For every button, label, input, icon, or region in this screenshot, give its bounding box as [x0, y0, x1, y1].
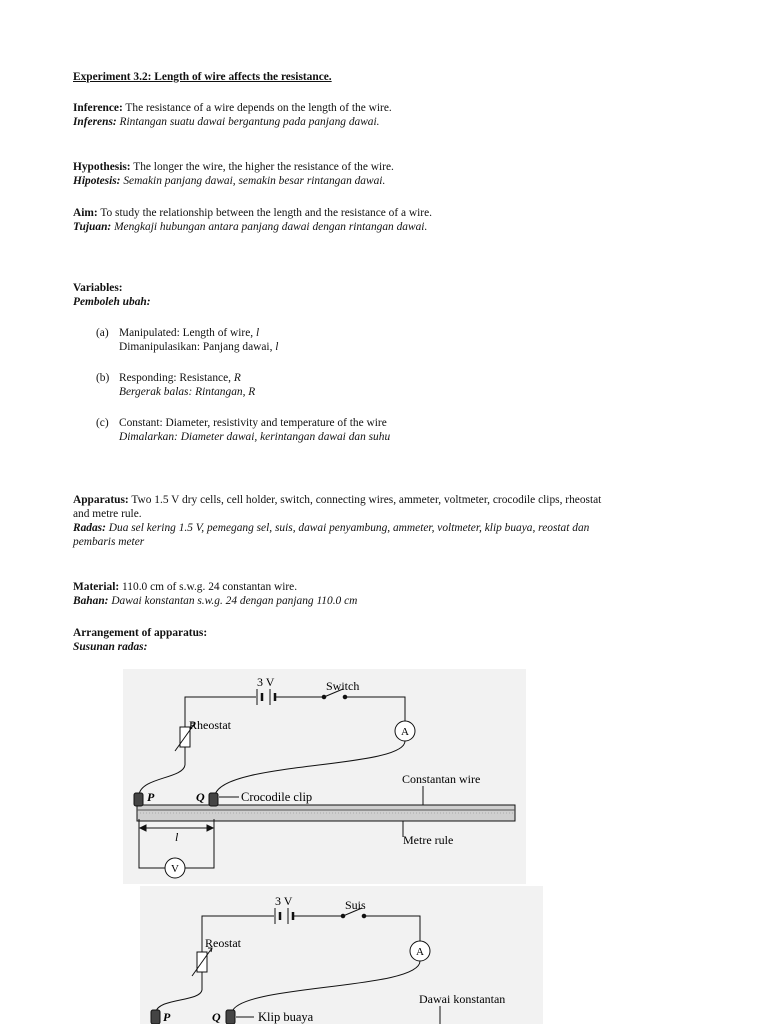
inference-ms [73, 115, 380, 129]
variables-heading-ms: Pemboleh ubah: [73, 296, 151, 308]
battery-label: 3 V [257, 675, 275, 689]
arrangement-heading-ms: Susunan radas: [73, 641, 148, 653]
point-q-label: Q [196, 790, 205, 804]
aim-text-ms: Mengkaji hubungan antara panjang dawai dengan rintangan dawai. [114, 221, 428, 233]
aim-en [73, 206, 432, 220]
material-text-ms: Dawai konstantan s.w.g. 24 dengan panjang 110.0 cm [111, 595, 358, 607]
ammeter-label: A [416, 946, 424, 958]
material-label-en: Material: [73, 581, 120, 593]
arrangement-heading-en: Arrangement of apparatus: [73, 627, 208, 639]
variable-text-en: Constant: Diameter, resistivity and temperature of the wire [119, 417, 387, 429]
apparatus-ms-line1 [73, 521, 589, 535]
crocodile-clip-q [226, 1010, 235, 1024]
point-q-label: Q [212, 1010, 221, 1024]
ammeter-symbol [395, 721, 415, 741]
inference-label-ms: Inferens: [73, 116, 117, 128]
material-text-en: 110.0 cm of s.w.g. 24 constantan wire. [122, 581, 298, 593]
hypothesis-label-ms: Hipotesis: [73, 175, 121, 187]
hypothesis-en [73, 160, 394, 174]
variable-marker: (c) [96, 417, 109, 429]
apparatus-en-line2: and metre rule. [73, 508, 142, 520]
hypothesis-label-en: Hypothesis: [73, 161, 131, 173]
variable-text-ms: Dimalarkan: Diameter dawai, kerintangan dawai dan suhu [119, 431, 391, 443]
ammeter-symbol [410, 941, 430, 961]
hypothesis-text-ms: Semakin panjang dawai, semakin besar rintangan dawai. [123, 175, 386, 187]
circuit-diagram-en [123, 669, 526, 884]
hypothesis-text-en: The longer the wire, the higher the resistance of the wire. [133, 161, 394, 173]
crocodile-clip-p [134, 793, 143, 806]
material-label-ms: Bahan: [73, 595, 109, 607]
variable-text-en: Responding: Resistance, R [119, 372, 241, 384]
apparatus-ms-line2: pembaris meter [73, 536, 145, 548]
ammeter-label: A [401, 726, 409, 738]
rheostat-label: Rheostat [189, 718, 231, 732]
experiment-title: Experiment 3.2: Length of wire affects the resistance. [73, 71, 332, 83]
inference-text-ms: Rintangan suatu dawai bergantung pada panjang dawai. [119, 116, 380, 128]
metre-rule-label: Metre rule [403, 833, 454, 847]
voltmeter-label: V [171, 863, 179, 875]
inference-text-en: The resistance of a wire depends on the length of the wire. [125, 102, 392, 114]
length-label: l [175, 830, 179, 844]
apparatus-text-ms: Dua sel kering 1.5 V, pemegang sel, suis, dawai penyambung, ammeter, voltmeter, klip buaya, reostat dan [108, 522, 590, 534]
constantan-wire-label: Dawai konstantan [419, 992, 506, 1006]
point-p-label: P [163, 1010, 171, 1024]
point-p-label: P [147, 790, 155, 804]
apparatus-en-line1 [73, 493, 601, 507]
variable-text-en: Manipulated: Length of wire, l [119, 327, 260, 339]
material-en [73, 580, 297, 594]
battery-label: 3 V [275, 894, 293, 908]
variable-marker: (b) [96, 372, 110, 384]
voltmeter-symbol [165, 858, 185, 878]
aim-label-ms: Tujuan: [73, 221, 112, 233]
variable-text-ms: Dimanipulasikan: Panjang dawai, l [119, 341, 279, 353]
switch-label: Suis [345, 898, 366, 912]
material-ms [73, 594, 357, 608]
variable-text-ms: Bergerak balas: Rintangan, R [119, 386, 256, 398]
crocodile-clip-q [209, 793, 218, 806]
apparatus-label-ms: Radas: [73, 522, 106, 534]
rheostat-label: Reostat [205, 936, 241, 950]
crocodile-clip-p [151, 1010, 160, 1024]
apparatus-text-en: Two 1.5 V dry cells, cell holder, switch, connecting wires, ammeter, voltmeter, crocodile clips, rheostat [131, 494, 602, 506]
crocodile-clip-label: Klip buaya [258, 1010, 314, 1024]
constantan-wire-label: Constantan wire [402, 772, 481, 786]
apparatus-label-en: Apparatus: [73, 494, 129, 506]
switch-label: Switch [326, 679, 360, 693]
metre-rule [137, 805, 515, 821]
inference-label-en: Inference: [73, 102, 123, 114]
circuit-diagram-ms [140, 886, 543, 1024]
aim-label-en: Aim: [73, 207, 98, 219]
variables-heading-en: Variables: [73, 282, 123, 294]
hypothesis-ms [73, 174, 385, 188]
variable-marker: (a) [96, 327, 109, 339]
inference-en [73, 101, 392, 115]
crocodile-clip-label: Crocodile clip [241, 790, 313, 804]
aim-ms [73, 220, 427, 234]
aim-text-en: To study the relationship between the length and the resistance of a wire. [100, 207, 432, 219]
